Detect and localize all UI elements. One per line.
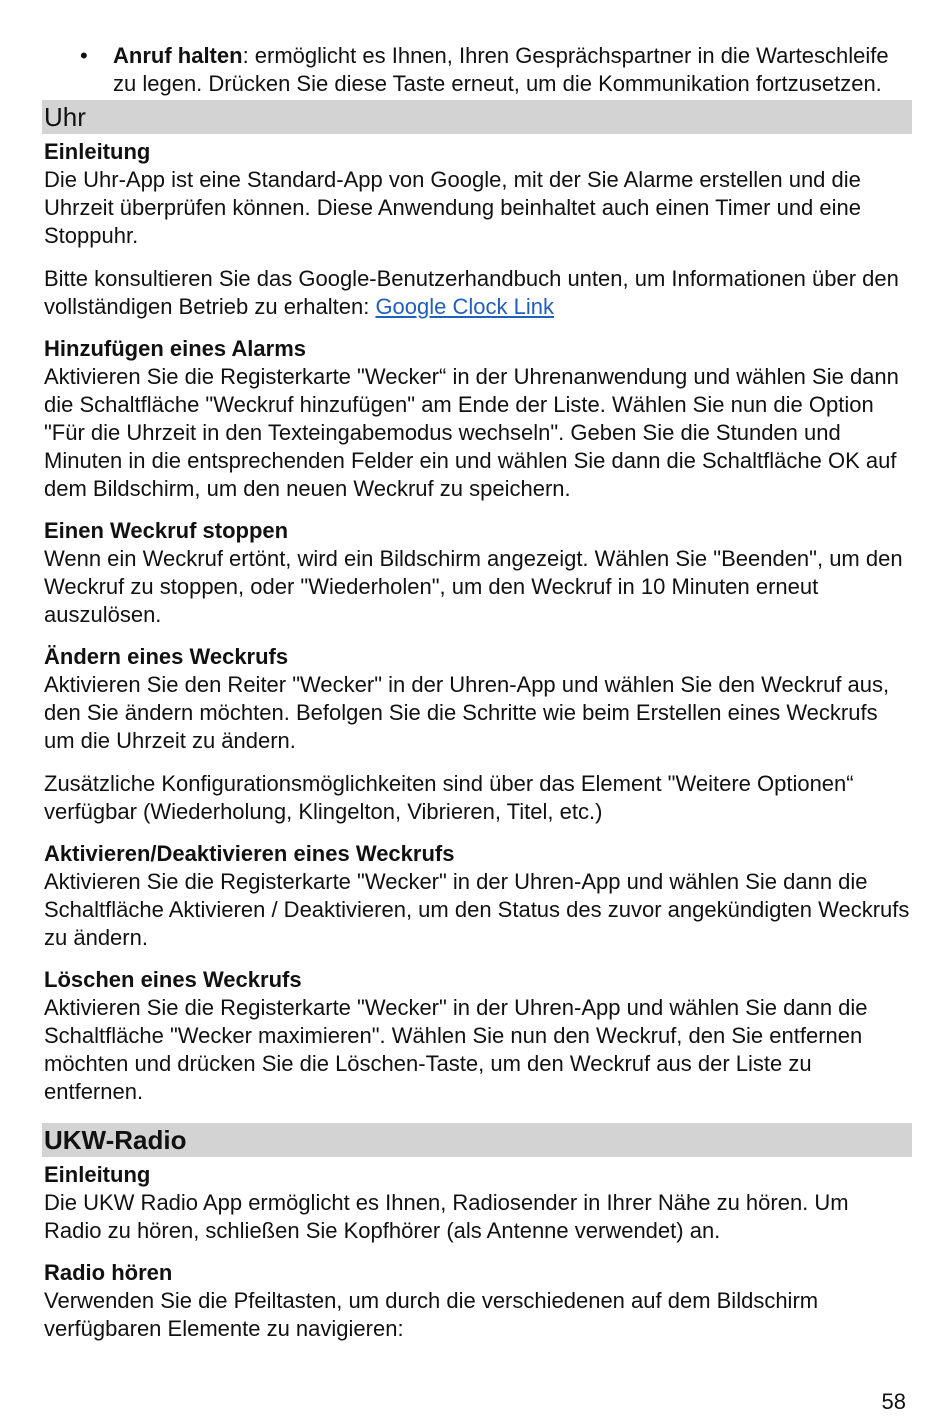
delete-alarm-text: Aktivieren Sie die Registerkarte "Wecker" in der Uhren-App und wählen Sie dann die Schaltfläche "Wecker maximieren". Wählen Sie nun den Weckruf, den Sie entfernen möchten und drücken Sie die Löschen-Taste, um den Weckruf aus der Liste zu entfernen. (44, 995, 868, 1104)
config-options-text: Zusätzliche Konfigurationsmöglichkeiten sind über das Element "Weitere Optionen“ verfügbar (Wiederholung, Klingelton, Vibrieren, Titel, etc.) (44, 771, 854, 824)
google-clock-link[interactable]: Google Clock Link (375, 294, 554, 319)
bullet-term: Anruf halten (113, 43, 243, 68)
stop-alarm-heading: Einen Weckruf stoppen (44, 518, 289, 543)
bullet-list (44, 42, 910, 98)
radio-einleitung-heading: Einleitung (44, 1162, 151, 1187)
uhr-einleitung-text: Die Uhr-App ist eine Standard-App von Google, mit der Sie Alarme erstellen und die Uhrzeit überprüfen können. Diese Anwendung beinhaltet auch einen Timer und eine Stoppuhr. (44, 167, 861, 248)
radio-einleitung-text: Die UKW Radio App ermöglicht es Ihnen, Radiosender in Ihrer Nähe zu hören. Um Radio zu hören, schließen Sie Kopfhörer (als Antenne verwendet) an. (44, 1190, 849, 1243)
toggle-alarm-heading: Aktivieren/Deaktivieren eines Weckrufs (44, 841, 455, 866)
document-page (44, 42, 910, 1343)
radio-listen-text: Verwenden Sie die Pfeiltasten, um durch die verschiedenen auf dem Bildschirm verfügbaren Elemente zu navigieren: (44, 1288, 819, 1341)
section-heading-uhr: Uhr (42, 100, 912, 134)
bullet-text: : ermöglicht es Ihnen, Ihren Gesprächspartner in die Warteschleife zu legen. Drücken Sie diese Taste erneut, um die Kommunikation fortzusetzen. (113, 43, 889, 96)
change-alarm-heading: Ändern eines Weckrufs (44, 644, 289, 669)
delete-alarm-heading: Löschen eines Weckrufs (44, 967, 302, 992)
page-number: 58 (881, 1389, 906, 1414)
uhr-manual-text: Bitte konsultieren Sie das Google-Benutzerhandbuch unten, um Informationen über den vollständigen Betrieb zu erhalten: (44, 266, 899, 319)
change-alarm-text: Aktivieren Sie den Reiter "Wecker" in der Uhren-App und wählen Sie den Weckruf aus, den Sie ändern möchten. Befolgen Sie die Schritte wie beim Erstellen eines Weckrufs um die Uhrzeit zu ändern. (44, 672, 890, 753)
stop-alarm-text: Wenn ein Weckruf ertönt, wird ein Bildschirm angezeigt. Wählen Sie "Beenden", um den Weckruf zu stoppen, oder "Wiederholen", um den Weckruf in 10 Minuten erneut auszulösen. (44, 546, 903, 627)
uhr-manual-paragraph (44, 265, 910, 321)
add-alarm-text: Aktivieren Sie die Registerkarte "Wecker“ in der Uhrenanwendung und wählen Sie dann die Schaltfläche "Weckruf hinzufügen" am Ende der Liste. Wählen Sie nun die Option "Für die Uhrzeit in den Texteingabemodus wechseln". Geben Sie die Stunden und Minuten in die entsprechenden Felder ein und wählen Sie dann die Schaltfläche OK auf dem Bildschirm, um den neuen Weckruf zu speichern. (44, 364, 899, 501)
radio-listen-heading: Radio hören (44, 1260, 173, 1285)
bullet-item-hold-call (44, 42, 910, 98)
add-alarm-heading: Hinzufügen eines Alarms (44, 336, 307, 361)
section-heading-ukw-radio: UKW-Radio (42, 1123, 912, 1157)
toggle-alarm-text: Aktivieren Sie die Registerkarte "Wecker" in der Uhren-App und wählen Sie dann die Schaltfläche Aktivieren / Deaktivieren, um den Status des zuvor angekündigten Weckrufs zu ändern. (44, 869, 910, 950)
uhr-einleitung-heading: Einleitung (44, 139, 151, 164)
